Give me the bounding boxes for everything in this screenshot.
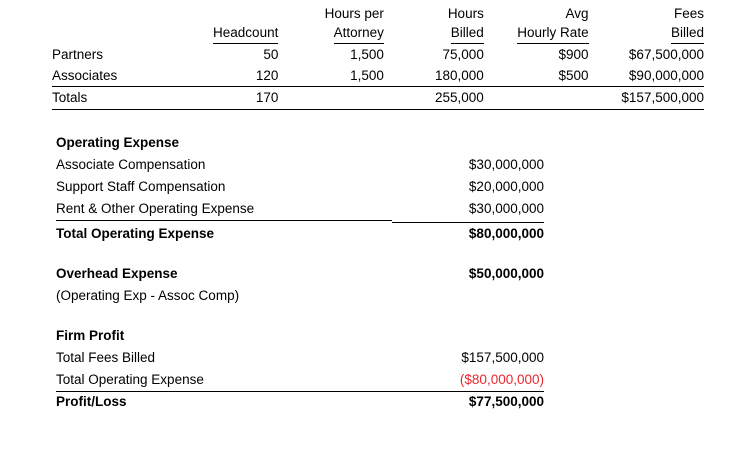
header-hours-per-line1: Hours per: [324, 6, 384, 21]
header-blank-2: [174, 4, 279, 23]
table-header-row-1: [52, 4, 704, 23]
list-item: [56, 223, 729, 245]
overhead-expense-note: (Operating Exp - Assoc Comp): [56, 288, 240, 303]
spacer-after-operating: [0, 245, 729, 263]
overhead-expense-row: [56, 263, 729, 285]
table-row: [52, 65, 704, 87]
spreadsheet-page: [0, 4, 729, 450]
list-item: [56, 154, 729, 176]
header-hourly-rate: [484, 23, 589, 44]
row-label-partners: Partners: [52, 47, 104, 62]
rent-other-operating-expense-value: $30,000,000: [468, 201, 544, 216]
associate-compensation-value: $30,000,000: [468, 157, 544, 172]
totals-fees-billed: $157,500,000: [589, 87, 704, 110]
law-firm-summary-table: [52, 4, 704, 110]
associates-headcount: 120: [255, 68, 279, 83]
total-fees-billed-label: Total Fees Billed: [56, 350, 156, 365]
spacer-after-overhead: [0, 307, 729, 325]
row-label-totals: Totals: [52, 87, 174, 110]
total-operating-expense-deduction-label: Total Operating Expense: [56, 369, 392, 392]
total-fees-billed-value: $157,500,000: [461, 350, 544, 365]
table-row: [52, 44, 704, 65]
table-header-row-2: [52, 23, 704, 44]
partners-headcount: 50: [263, 47, 279, 62]
operating-expense-section: [56, 132, 729, 245]
total-operating-expense-label: Total Operating Expense: [56, 226, 215, 241]
firm-profit-section: [56, 325, 729, 413]
associates-fees-billed: $90,000,000: [628, 68, 704, 83]
row-label-associates: Associates: [52, 68, 118, 83]
profit-loss-label: Profit/Loss: [56, 394, 127, 409]
total-operating-expense-deduction-value: ($80,000,000): [392, 369, 544, 392]
header-attorney: [278, 23, 384, 44]
header-blank-3: [52, 23, 174, 44]
totals-hours-billed: 255,000: [384, 87, 484, 110]
header-headcount: [174, 23, 279, 44]
profit-loss-row: [56, 391, 729, 413]
header-fees-billed-text: Billed: [671, 23, 704, 44]
totals-headcount: 170: [174, 87, 279, 110]
overhead-expense-title: Overhead Expense: [56, 266, 178, 281]
header-blank-1: [52, 4, 174, 23]
list-item: [56, 198, 729, 220]
firm-profit-title: Firm Profit: [56, 328, 125, 343]
support-staff-compensation-value: $20,000,000: [468, 179, 544, 194]
list-item: [56, 176, 729, 198]
partners-hours-billed: 75,000: [442, 47, 484, 62]
rent-other-operating-expense-label: Rent & Other Operating Expense: [56, 198, 392, 221]
associates-hours-billed: 180,000: [435, 68, 484, 83]
header-hours-line1: Hours: [447, 6, 484, 21]
associates-hours-per-attorney: 1,500: [350, 68, 384, 83]
header-attorney-text: Attorney: [334, 23, 384, 44]
total-operating-expense-value: $80,000,000: [468, 226, 544, 241]
associates-avg-hourly-rate: $500: [558, 68, 589, 83]
header-hourly-rate-text: Hourly Rate: [517, 23, 588, 44]
partners-hours-per-attorney: 1,500: [350, 47, 384, 62]
header-headcount-text: Headcount: [213, 23, 278, 44]
list-item: [56, 347, 729, 369]
list-item: [56, 369, 729, 391]
partners-avg-hourly-rate: $900: [558, 47, 589, 62]
header-billed-hours: [384, 23, 484, 44]
associate-compensation-label: Associate Compensation: [56, 157, 206, 172]
totals-hours-per-attorney: [278, 87, 384, 110]
profit-loss-value: $77,500,000: [468, 394, 544, 409]
header-avg-line1: Avg: [565, 6, 589, 21]
table-totals-row: [52, 87, 704, 110]
totals-avg-hourly-rate: [484, 87, 589, 110]
header-fees-billed: [589, 23, 704, 44]
support-staff-compensation-label: Support Staff Compensation: [56, 179, 226, 194]
overhead-expense-section: [56, 263, 729, 307]
operating-expense-title: Operating Expense: [56, 135, 180, 150]
header-fees-line1: Fees: [673, 6, 704, 21]
header-billed-hours-text: Billed: [451, 23, 484, 44]
overhead-expense-value: $50,000,000: [468, 266, 544, 281]
partners-fees-billed: $67,500,000: [628, 47, 704, 62]
spacer-after-table: [0, 110, 729, 132]
